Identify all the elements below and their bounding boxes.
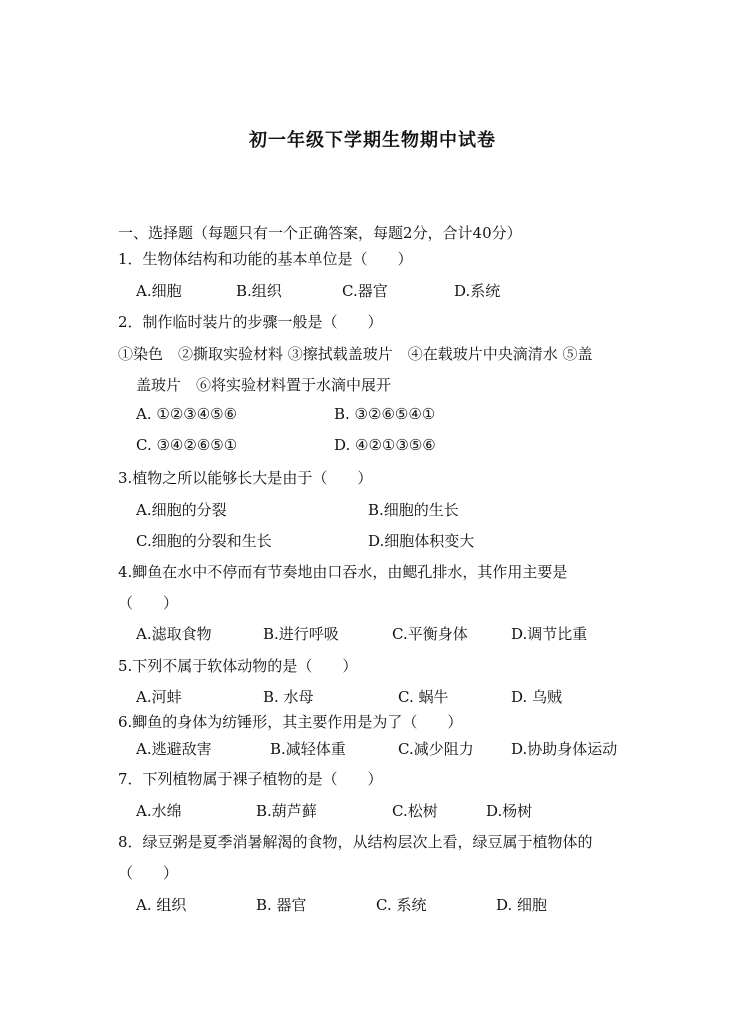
- question-7-stem: 7．下列植物属于裸子植物的是（ ）: [118, 770, 383, 788]
- option-d: D.调节比重: [511, 625, 588, 643]
- option-a: A.逃避敌害: [136, 740, 212, 758]
- option-d: D. 乌贼: [511, 688, 563, 706]
- option-b: B. ③②⑥⑤④①: [334, 405, 436, 423]
- question-4-answer-blank: （ ）: [118, 594, 179, 612]
- option-d: D.系统: [454, 282, 501, 300]
- option-a: A.细胞: [136, 282, 182, 300]
- option-d: D.细胞体积变大: [368, 532, 475, 550]
- option-a: A.河蚌: [136, 688, 182, 706]
- question-2-steps-line-2: 盖玻片 ⑥将实验材料置于水滴中展开: [136, 376, 392, 394]
- question-5-stem: 5.下列不属于软体动物的是（ ）: [118, 657, 358, 675]
- question-8-stem: 8．绿豆粥是夏季消暑解渴的食物，从结构层次上看，绿豆属于植物体的: [118, 833, 593, 851]
- option-c: C.减少阻力: [398, 740, 474, 758]
- section-heading: 一、选择题（每题只有一个正确答案，每题2分，合计40分）: [118, 224, 522, 242]
- option-b: B.细胞的生长: [368, 501, 459, 519]
- option-b: B.组织: [236, 282, 282, 300]
- option-c: C.器官: [342, 282, 388, 300]
- question-8-answer-blank: （ ）: [118, 864, 179, 882]
- page-title: 初一年级下学期生物期中试卷: [249, 130, 496, 151]
- option-c: C. 蜗牛: [398, 688, 449, 706]
- question-2-stem: 2．制作临时装片的步骤一般是（ ）: [118, 313, 383, 331]
- option-a: A.水绵: [136, 802, 182, 820]
- question-3-stem: 3.植物之所以能够长大是由于（ ）: [118, 469, 373, 487]
- option-b: B.葫芦藓: [256, 802, 317, 820]
- option-a: A.细胞的分裂: [136, 501, 227, 519]
- option-c: C.松树: [392, 802, 438, 820]
- option-b: B. 器官: [256, 896, 307, 914]
- option-c: C.平衡身体: [392, 625, 468, 643]
- option-b: B. 水母: [263, 688, 314, 706]
- option-c: C.细胞的分裂和生长: [136, 532, 272, 550]
- option-b: B.进行呼吸: [263, 625, 339, 643]
- option-c: C. ③④②⑥⑤①: [136, 436, 238, 454]
- question-6-stem: 6.鲫鱼的身体为纺锤形，其主要作用是为了（ ）: [118, 713, 463, 731]
- question-1-stem: 1．生物体结构和功能的基本单位是（ ）: [118, 250, 413, 268]
- option-d: D. ④②①③⑤⑥: [334, 436, 436, 454]
- option-d: D. 细胞: [496, 896, 548, 914]
- question-4-stem: 4.鲫鱼在水中不停而有节奏地由口吞水，由鳃孔排水，其作用主要是: [118, 563, 568, 581]
- option-c: C. 系统: [376, 896, 427, 914]
- option-b: B.减轻体重: [270, 740, 346, 758]
- option-a: A.滤取食物: [136, 625, 212, 643]
- option-d: D.协助身体运动: [511, 740, 618, 758]
- option-a: A. 组织: [136, 896, 187, 914]
- option-d: D.杨树: [486, 802, 533, 820]
- option-a: A. ①②③④⑤⑥: [136, 405, 238, 423]
- question-2-steps-line-1: ①染色 ②撕取实验材料 ③擦拭载盖玻片 ④在载玻片中央滴清水 ⑤盖: [118, 345, 593, 363]
